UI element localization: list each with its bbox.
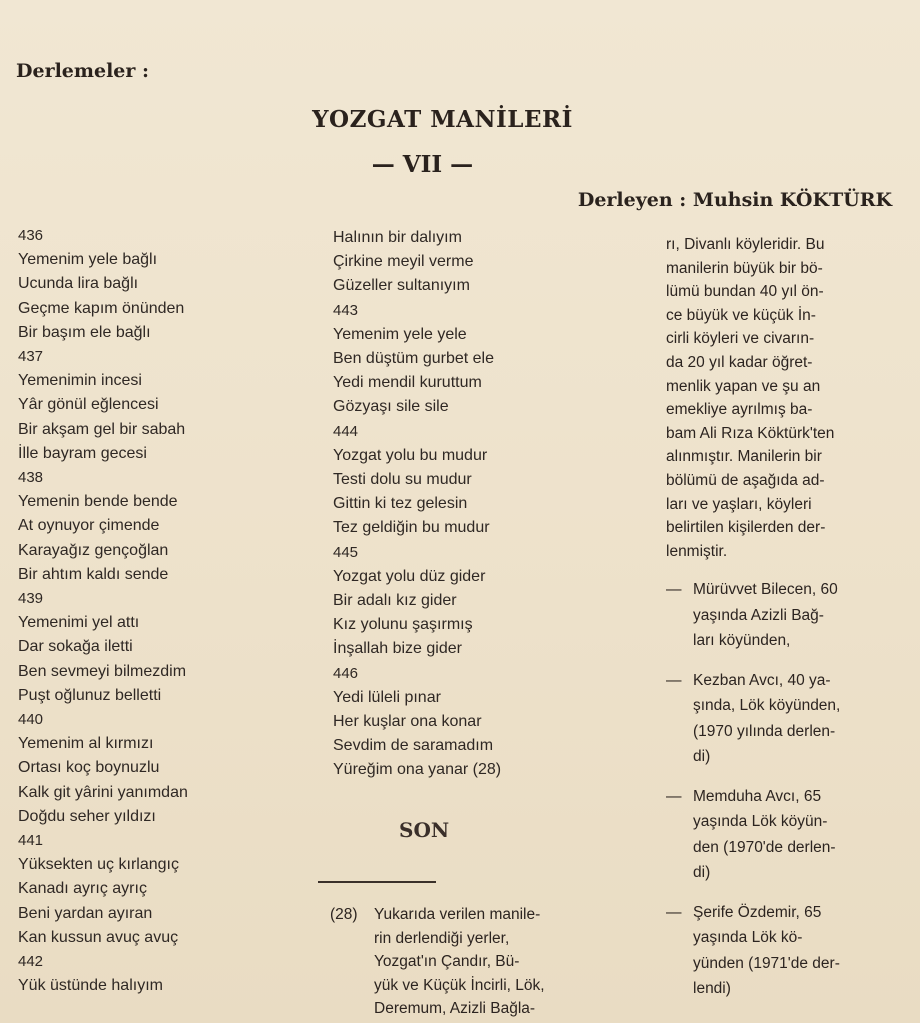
column-left (18, 224, 318, 999)
source-line: den (1970'de derlen- (693, 838, 836, 856)
verse-line: Yemenim yele bağlı (18, 251, 158, 269)
intro-line: cirli köyleri ve civarın- (666, 330, 815, 348)
column-middle (333, 226, 633, 783)
intro-line: ları ve yaşları, köyleri (666, 495, 812, 513)
source-dash: — (666, 787, 682, 805)
verse-line: Yemenim yele yele (333, 325, 467, 343)
footnote-line: rin derlendiği yerler, (374, 929, 510, 947)
verse-line: Bir akşam gel bir sabah (18, 420, 186, 438)
source-list (666, 577, 896, 1002)
end-marker: SON (399, 818, 450, 842)
verse-line: Geçme kapım önünden (18, 299, 185, 317)
source-line: ları köyünden, (693, 632, 791, 650)
verse-line: Bir adalı kız gider (333, 592, 457, 610)
verse-line: Yüreğim ona yanar (28) (333, 761, 502, 779)
verse-line: Her kuşlar ona konar (333, 713, 482, 731)
intro-line: menlik yapan ve şu an (666, 377, 821, 395)
intro-line: lümü bundan 40 yıl ön- (666, 283, 824, 301)
section-label: Derlemeler : (16, 60, 150, 82)
verse-line: Yemenin bende bende (18, 493, 178, 511)
intro-line: belirtilen kişilerden der- (666, 519, 826, 537)
page-title: YOZGAT MANİLERİ (312, 106, 573, 133)
verse-line: Yâr gönül eğlencesi (18, 396, 159, 414)
verse-line: Beni yardan ayıran (18, 904, 153, 922)
verse-line: Ucunda lira bağlı (18, 275, 139, 293)
verse-line: Puşt oğlunuz belletti (18, 686, 162, 704)
source-line: şında, Lök köyünden, (693, 697, 841, 715)
source-line: yaşında Lök kö- (693, 929, 803, 947)
source-line: di) (693, 748, 711, 766)
mani-number: 438 (18, 469, 44, 487)
verse-line: Doğdu seher yıldızı (18, 807, 156, 825)
intro-line: ce büyük ve küçük İn- (666, 306, 816, 324)
source-dash: — (666, 671, 682, 689)
mani-number: 436 (18, 227, 44, 244)
source-entry (666, 784, 896, 886)
verse-line: Yedi lüleli pınar (333, 688, 441, 706)
intro-line: bam Ali Rıza Köktürk'ten (666, 424, 835, 442)
intro-line: rı, Divanlı köyleridir. Bu (666, 236, 825, 253)
source-line: Şerife Özdemir, 65 (693, 903, 822, 921)
verse-line: Kan kussun avuç avuç (18, 928, 179, 946)
intro-line: manilerin büyük bir bö- (666, 259, 823, 277)
verse-line: Gözyaşı sile sile (333, 398, 449, 416)
intro-line: alınmıştır. Manilerin bir (666, 448, 822, 466)
source-entry (666, 577, 896, 654)
footnote (330, 903, 630, 1021)
part-number: — VII — (371, 151, 474, 178)
footnote-ref: (28) (330, 906, 358, 923)
intro-line: bölümü de aşağıda ad- (666, 471, 825, 489)
column-right (666, 233, 896, 1002)
footnote-line: Yozgat'ın Çandır, Bü- (374, 953, 520, 971)
verse-line: Yozgat yolu bu mudur (333, 446, 488, 464)
footnote-line: Yukarıda verilen manile- (374, 906, 541, 923)
compiler-credit: Derleyen : Muhsin KÖKTÜRK (577, 189, 892, 211)
verse-line: Yemenim al kırmızı (18, 735, 154, 753)
mani-number: 445 (333, 543, 359, 561)
footnote-divider (318, 881, 436, 883)
verse-line: Güzeller sultanıyım (333, 277, 470, 295)
mani-number: 444 (333, 422, 359, 440)
verse-line: İlle bayram gecesi (18, 444, 147, 462)
verse-line: Bir başım ele bağlı (18, 323, 151, 341)
footnote-body (374, 903, 630, 1021)
verse-line: Yozgat yolu düz gider (333, 567, 486, 585)
verse-line: Yemenimin incesi (18, 372, 142, 390)
verse-line: Yük üstünde halıyım (18, 977, 163, 995)
verse-line: Karayağız gençoğlan (18, 541, 169, 559)
source-entry (666, 668, 896, 770)
verse-line: Kalk git yârini yanımdan (18, 783, 188, 801)
source-line: yaşında Azizli Bağ- (693, 606, 824, 624)
verse-line: Çirkine meyil verme (333, 253, 474, 271)
verse-line: Yedi mendil kuruttum (333, 374, 482, 392)
intro-line: emekliye ayrılmış ba- (666, 401, 813, 419)
source-line: Mürüvvet Bilecen, 60 (693, 581, 838, 599)
verse-line: Dar sokağa iletti (18, 638, 133, 656)
mani-number: 443 (333, 301, 359, 319)
footnote-line: Deremum, Azizli Bağla- (374, 1000, 536, 1018)
mani-number: 439 (18, 590, 44, 608)
mani-number: 442 (18, 953, 44, 971)
intro-line: lenmiştir. (666, 542, 728, 560)
source-line: (1970 yılında derlen- (693, 722, 836, 740)
verse-line: At oynuyor çimende (18, 517, 160, 535)
mani-number: 446 (333, 664, 359, 682)
source-line: yaşında Lök köyün- (693, 813, 828, 831)
verse-line: Bir ahtım kaldı sende (18, 565, 169, 583)
source-line: yünden (1971'de der- (693, 954, 840, 972)
verse-line: Ortası koç boynuzlu (18, 759, 160, 777)
verse-line: Gittin ki tez gelesin (333, 495, 468, 513)
intro-line: da 20 yıl kadar öğret- (666, 353, 813, 371)
verse-line: Yüksekten uç kırlangıç (18, 856, 179, 874)
verse-line: Yemenimi yel attı (18, 614, 140, 632)
intro-paragraph (666, 233, 896, 563)
source-entry (666, 900, 896, 1002)
verse-line: Ben sevmeyi bilmezdim (18, 662, 187, 680)
verse-line: Kanadı ayrıç ayrıç (18, 880, 147, 898)
mani-number: 441 (18, 832, 44, 850)
verse-line: Testi dolu su mudur (333, 471, 472, 489)
mani-number: 437 (18, 348, 44, 366)
verse-line: Kız yolunu şaşırmış (333, 616, 473, 634)
source-dash: — (666, 903, 682, 921)
footnote-line: yük ve Küçük İncirli, Lök, (374, 976, 545, 994)
mani-number: 440 (18, 711, 44, 729)
verse-line: Halının bir dalıyım (333, 229, 462, 246)
source-line: di) (693, 864, 711, 882)
verse-line: Ben düştüm gurbet ele (333, 350, 494, 368)
source-line: Kezban Avcı, 40 ya- (693, 671, 831, 689)
verse-line: Tez geldiğin bu mudur (333, 519, 490, 537)
verse-line: İnşallah bize gider (333, 640, 462, 658)
source-dash: — (666, 581, 682, 599)
source-line: lendi) (693, 980, 731, 998)
verse-line: Sevdim de saramadım (333, 737, 494, 755)
source-line: Memduha Avcı, 65 (693, 787, 822, 805)
